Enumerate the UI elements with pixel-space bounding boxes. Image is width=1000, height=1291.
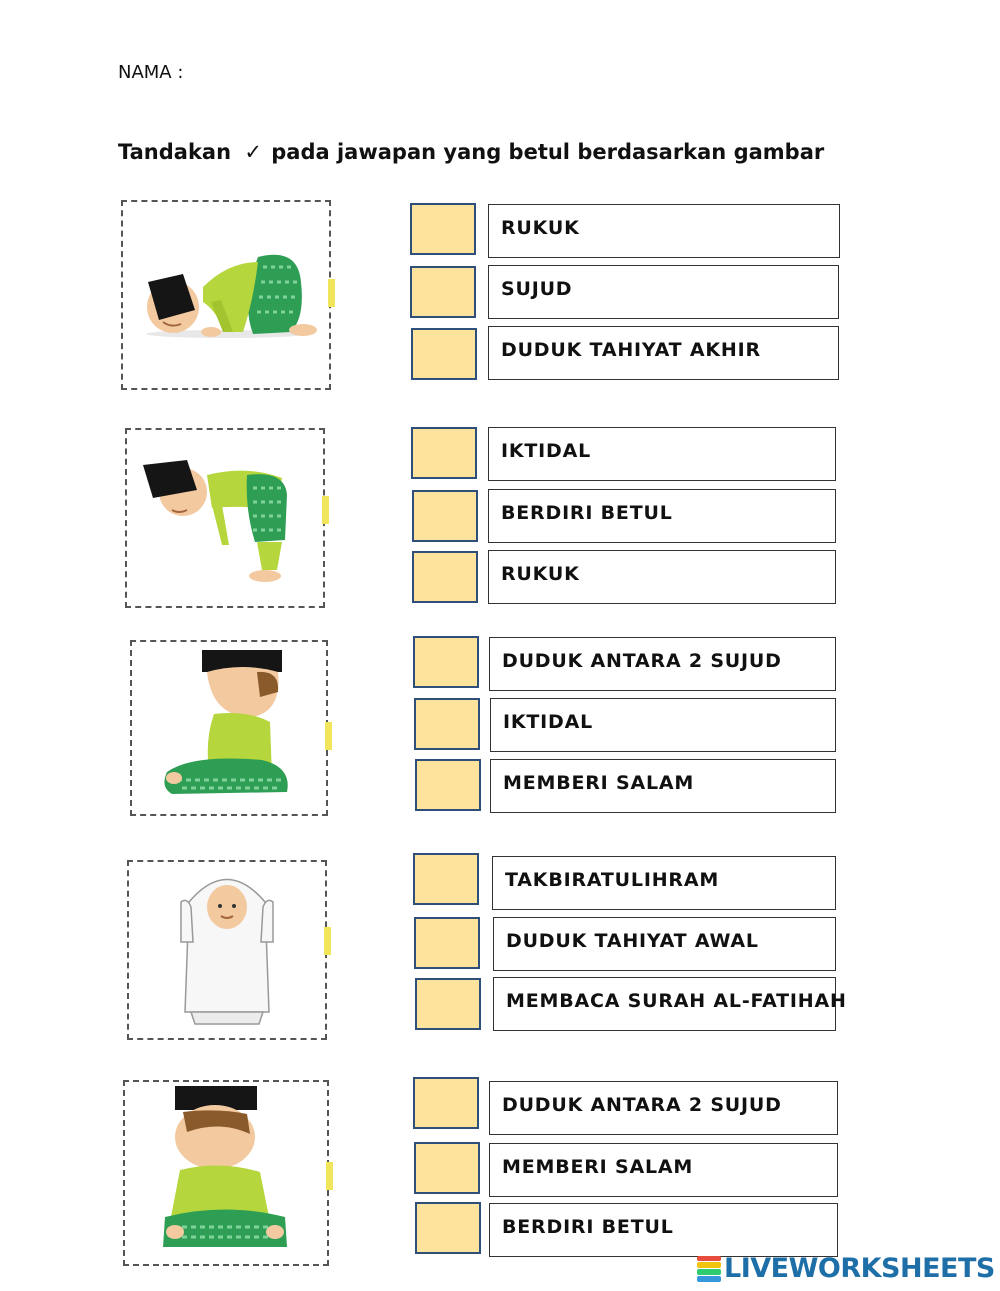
question-5-image-tab <box>326 1162 333 1190</box>
instruction-prefix: Tandakan <box>118 140 232 164</box>
q5-answer-checkbox-3[interactable] <box>415 1202 481 1254</box>
check-mark-icon: ✓ <box>244 140 262 164</box>
liveworksheets-logo-icon <box>697 1256 721 1282</box>
q5-answer-checkbox-1[interactable] <box>413 1077 479 1129</box>
q1-option-1: RUKUK <box>488 204 840 258</box>
q4-option-3: MEMBACA SURAH AL-FATIHAH <box>493 977 836 1031</box>
q2-answer-checkbox-1[interactable] <box>411 427 477 479</box>
question-2-image-tab <box>322 496 329 524</box>
question-1-image-tab <box>328 279 335 307</box>
q2-answer-checkbox-2[interactable] <box>412 490 478 542</box>
q1-answer-checkbox-2[interactable] <box>410 266 476 318</box>
q3-answer-checkbox-2[interactable] <box>414 698 480 750</box>
q2-answer-checkbox-3[interactable] <box>412 551 478 603</box>
q4-option-1: TAKBIRATULIHRAM <box>492 856 836 910</box>
name-label: NAMA : <box>118 62 184 83</box>
q3-answer-checkbox-1[interactable] <box>413 636 479 688</box>
q1-option-2: SUJUD <box>488 265 839 319</box>
girl-takbir-illustration <box>129 862 325 1038</box>
liveworksheets-branding <box>697 1253 995 1284</box>
q4-option-2: DUDUK TAHIYAT AWAL <box>493 917 836 971</box>
q2-option-1: IKTIDAL <box>488 427 836 481</box>
q3-option-1: DUDUK ANTARA 2 SUJUD <box>489 637 836 691</box>
q1-answer-checkbox-3[interactable] <box>411 328 477 380</box>
instruction-suffix: pada jawapan yang betul berdasarkan gambar <box>271 140 825 164</box>
q3-answer-checkbox-3[interactable] <box>415 759 481 811</box>
q2-option-3: RUKUK <box>488 550 836 604</box>
liveworksheets-wordmark: LIVEWORKSHEETS <box>724 1253 995 1284</box>
boy-kneeling-illustration <box>132 642 326 814</box>
question-3-image-tab <box>325 722 332 750</box>
q5-option-3: BERDIRI BETUL <box>489 1203 838 1257</box>
question-4-image <box>127 860 327 1040</box>
question-3-image <box>130 640 328 816</box>
q5-answer-checkbox-2[interactable] <box>414 1142 480 1194</box>
q5-option-1: DUDUK ANTARA 2 SUJUD <box>489 1081 838 1135</box>
q4-answer-checkbox-3[interactable] <box>415 978 481 1030</box>
question-1-image <box>121 200 331 390</box>
q2-option-2: BERDIRI BETUL <box>488 489 836 543</box>
q4-answer-checkbox-2[interactable] <box>414 917 480 969</box>
question-5-image <box>123 1080 329 1266</box>
q5-option-2: MEMBERI SALAM <box>489 1143 838 1197</box>
q1-option-3: DUDUK TAHIYAT AKHIR <box>488 326 839 380</box>
boy-sujud-illustration <box>123 202 329 388</box>
q1-answer-checkbox-1[interactable] <box>410 203 476 255</box>
question-4-image-tab <box>324 927 331 955</box>
q3-option-3: MEMBERI SALAM <box>490 759 836 813</box>
q3-option-2: IKTIDAL <box>490 698 836 752</box>
instruction-heading <box>118 140 824 164</box>
boy-rukuk-illustration <box>127 430 323 606</box>
boy-sitting-illustration <box>125 1082 327 1264</box>
q4-answer-checkbox-1[interactable] <box>413 853 479 905</box>
question-2-image <box>125 428 325 608</box>
